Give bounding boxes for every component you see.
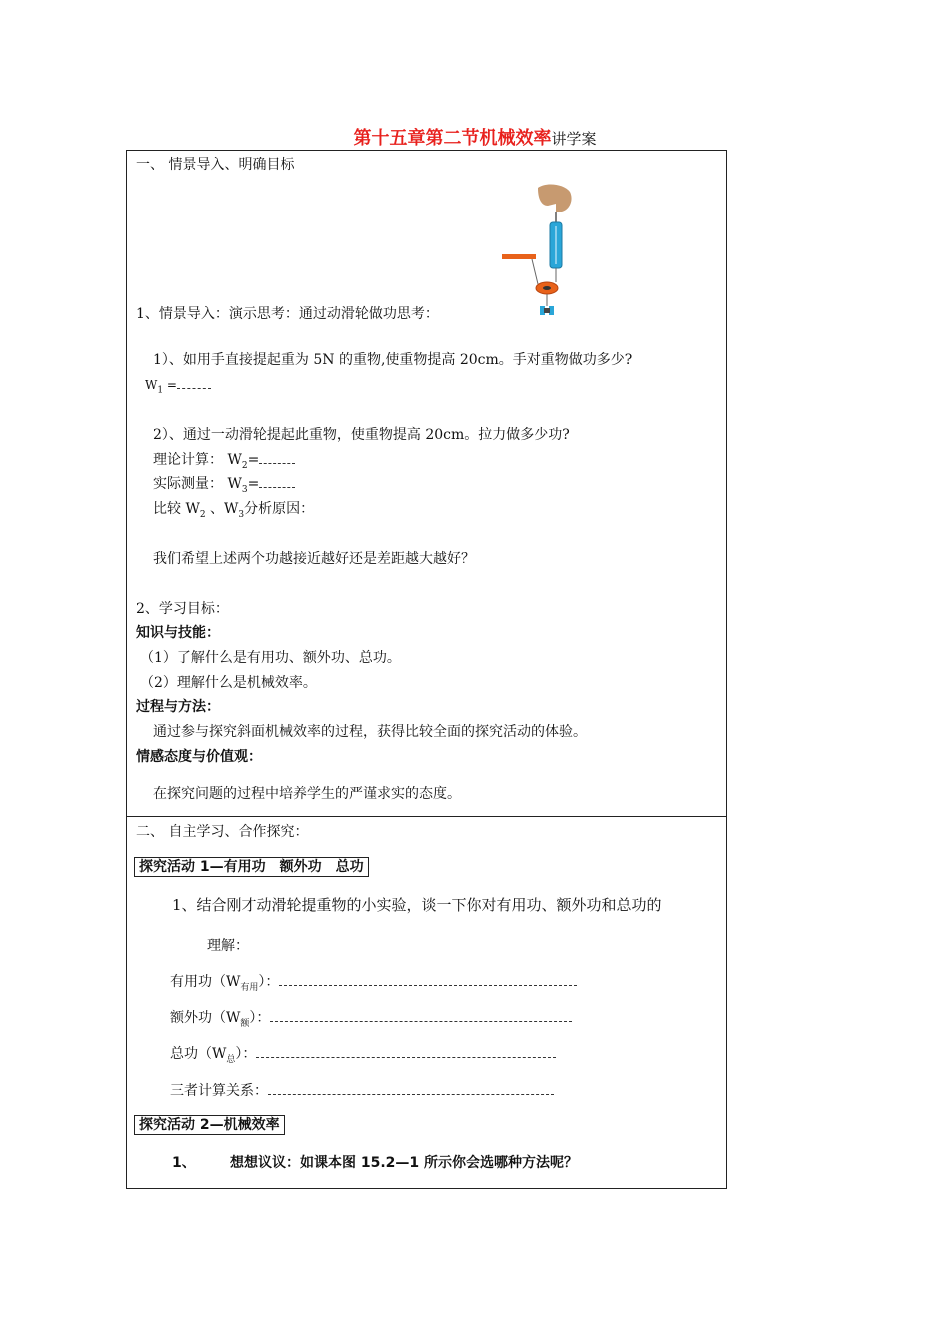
activity-1-question-cont: 理解： bbox=[207, 938, 249, 954]
w3-blank[interactable] bbox=[259, 475, 295, 488]
total-work-blank[interactable] bbox=[256, 1045, 556, 1058]
extra-work-blank[interactable] bbox=[270, 1009, 572, 1022]
relation-line: 三者计算关系： bbox=[170, 1081, 554, 1101]
section-1-heading: 一、 情景导入、明确目标 bbox=[136, 157, 295, 173]
reflection-question: 我们希望上述两个功越接近越好还是差距越大越好？ bbox=[153, 551, 475, 567]
useful-work-line: 有用功$(W_{有用})$： bbox=[170, 972, 577, 998]
support-bar-icon bbox=[502, 254, 536, 259]
intro-text: 1、情景导入：演示思考：通过动滑轮做功思考： bbox=[136, 306, 439, 322]
page-title: 第十五章第二节机械效率讲学案 bbox=[353, 128, 597, 149]
knowledge-heading: 知识与技能： bbox=[136, 625, 220, 641]
activity-2-label: 探究活动 2—机械效率 bbox=[134, 1115, 285, 1135]
section-2-heading: 二、 自主学习、合作探究： bbox=[136, 824, 309, 840]
emotion-text: 在探究问题的过程中培养学生的严谨求实的态度。 bbox=[153, 786, 461, 802]
activity-2-number: 1、 bbox=[172, 1155, 196, 1171]
w2-blank[interactable] bbox=[259, 451, 295, 464]
actual-measure-line: 实际测量： $W_3=$ bbox=[153, 474, 295, 500]
activity-1-label: 探究活动 1—有用功 额外功 总功 bbox=[134, 857, 369, 877]
goals-heading: 2、学习目标： bbox=[136, 601, 229, 617]
useful-work-blank[interactable] bbox=[279, 973, 577, 986]
emotion-heading: 情感态度与价值观： bbox=[136, 749, 262, 765]
activity-1-question: 1、结合刚才动滑轮提重物的小实验，谈一下你对有用功、额外功和总功的 bbox=[172, 896, 662, 914]
process-text: 通过参与探究斜面机械效率的过程，获得比较全面的探究活动的体验。 bbox=[153, 724, 587, 740]
hand-icon bbox=[538, 185, 572, 212]
weight-icon bbox=[544, 308, 550, 313]
knowledge-item-1: （1）了解什么是有用功、额外功、总功。 bbox=[140, 650, 401, 666]
pulley-demonstration-illustration bbox=[498, 182, 588, 322]
activity-2-question: 想想议议：如课本图 15.2—1 所示你会选哪种方法呢？ bbox=[230, 1155, 579, 1171]
w1-blank[interactable] bbox=[177, 376, 211, 389]
w1-answer-line: $W_1$ = bbox=[145, 375, 211, 400]
theory-calc-line: 理论计算： $W_2=$ bbox=[153, 450, 295, 476]
process-heading: 过程与方法： bbox=[136, 699, 220, 715]
question-2: 2）、通过一动滑轮提起此重物，使重物提高 20cm。拉力做多少功? bbox=[153, 427, 570, 443]
compare-line: 比较 $W_2$ 、$W_3$分析原因： bbox=[153, 501, 315, 520]
relation-blank[interactable] bbox=[268, 1082, 554, 1095]
total-work-line: 总功$(W_总)$： bbox=[170, 1044, 556, 1070]
question-1: 1）、如用手直接提起重为 5N 的重物,使重物提高 20cm。手对重物做功多少? bbox=[153, 352, 633, 368]
extra-work-line: 额外功$(W_额)$： bbox=[170, 1008, 572, 1034]
knowledge-item-2: （2）理解什么是机械效率。 bbox=[140, 675, 317, 691]
